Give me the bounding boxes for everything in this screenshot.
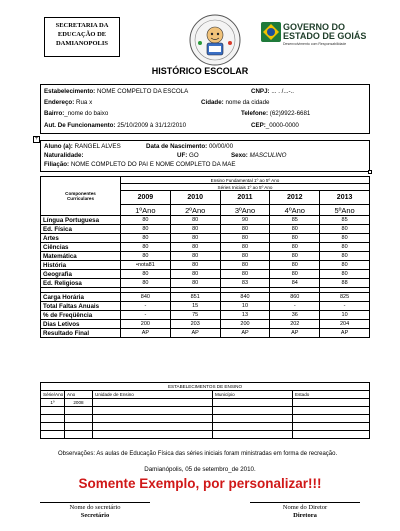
subject-row-value: 80	[220, 261, 270, 270]
col-ano: Ano	[65, 391, 93, 399]
gov-line-1: GOVERNO DO	[283, 22, 346, 32]
table-row	[41, 415, 370, 423]
page-title: HISTÓRICO ESCOLAR	[151, 66, 249, 76]
totals-row	[41, 329, 370, 338]
totals-row	[41, 320, 370, 329]
componentes-line-1: Componentes	[65, 191, 96, 196]
series-iniciais-header: Séries Iniciais 1º ao 5º Ano	[121, 184, 370, 191]
subject-row-value: 80	[320, 234, 370, 243]
totals-row-value: 840	[121, 293, 171, 302]
resize-handle-icon[interactable]	[368, 170, 372, 174]
subject-row-value: 80	[121, 234, 171, 243]
end-label: Endereço:	[44, 99, 75, 106]
establishment-box	[40, 84, 370, 134]
componentes-line-2: Curriculares	[66, 196, 95, 201]
est-label: Estabelecimento:	[44, 88, 96, 95]
sec-role: Secretário	[80, 512, 110, 519]
totals-row-value: AP	[170, 329, 220, 338]
totals-row-value: 825	[320, 293, 370, 302]
totals-row-value: AP	[320, 329, 370, 338]
subject-row-value: 80	[170, 261, 220, 270]
cep-value: _0000-0000	[265, 122, 299, 129]
subject-row-value: 83	[220, 279, 270, 288]
subject-row-value: 80	[270, 261, 320, 270]
subject-row-value: 80	[170, 243, 220, 252]
col-municipio: Município	[213, 391, 293, 399]
subject-row-label: Matemática	[43, 252, 77, 260]
subject-row-value: 80	[320, 261, 370, 270]
subject-row-value: 80	[220, 252, 270, 261]
governo-goias-logo	[261, 22, 371, 52]
totals-row-value: 203	[170, 320, 220, 329]
year-cell: 2013	[320, 191, 370, 205]
dir-name: Nome do Diretor	[282, 504, 328, 511]
secretary-signature	[40, 502, 150, 520]
totals-row	[41, 311, 370, 320]
cidade-value: nome da cidade	[225, 99, 270, 106]
subject-row-value: 80	[170, 279, 220, 288]
nasc-value: 00/00/00	[208, 143, 234, 150]
totals-row-value: 36	[270, 311, 320, 320]
subject-row	[41, 252, 370, 261]
subject-row	[41, 243, 370, 252]
aluno-label: Aluno (a):	[44, 143, 73, 150]
uf-value: GO	[189, 152, 199, 159]
totals-row-label: Carga Horária	[43, 293, 84, 301]
subject-row-value: 85	[320, 216, 370, 225]
col-unidade: Unidade de Ensino	[93, 391, 213, 399]
totals-row-value: 851	[170, 293, 220, 302]
subject-row-value: 80	[270, 243, 320, 252]
ano-cell: 2ºAno	[170, 205, 220, 216]
col-serie: Série/Ano	[41, 391, 65, 399]
fil-label: Filiação:	[44, 161, 70, 168]
subject-row-value: 88	[320, 279, 370, 288]
expand-handle-icon[interactable]: +	[34, 136, 39, 142]
totals-row-value: 75	[170, 311, 220, 320]
subject-row-label: Língua Portuguesa	[43, 216, 100, 224]
end-value: Rua x	[76, 99, 93, 106]
ano-cell: 3ºAno	[220, 205, 270, 216]
subject-row-label: Geografia	[43, 270, 72, 278]
history-title: ESTABELECIMENTOS DE ENSINO	[41, 383, 370, 391]
subject-row-value: 80	[220, 234, 270, 243]
subject-row-value: 80	[270, 234, 320, 243]
date-line: Damianópolis, 05 de setembro_de 2010.	[144, 466, 256, 473]
subject-row-value: 80	[320, 243, 370, 252]
bairro-label: Bairro:	[44, 110, 65, 117]
ensino-fundamental-header: Ensino Fundamental 1º ao 5º Ano	[121, 177, 370, 184]
table-row	[41, 399, 370, 407]
totals-row-value: 200	[121, 320, 171, 329]
tel-value: (62)9922-6681	[269, 110, 311, 117]
subject-row	[41, 225, 370, 234]
table-row	[41, 431, 370, 439]
totals-row-value: -	[121, 302, 171, 311]
subject-row	[41, 216, 370, 225]
subject-row-value: 80	[121, 270, 171, 279]
totals-row-value: 202	[270, 320, 320, 329]
goias-flag-icon	[261, 22, 281, 42]
aluno-value: RANGEL ALVES	[74, 143, 121, 150]
year-cell: 2009	[121, 191, 171, 205]
totals-row-value: 860	[270, 293, 320, 302]
subject-row-value: 80	[121, 279, 171, 288]
sexo-label: Sexo:	[231, 152, 248, 159]
table-row	[41, 407, 370, 415]
subject-row-value: 80	[320, 252, 370, 261]
totals-row-value: AP	[121, 329, 171, 338]
subject-row-value: 80	[121, 225, 171, 234]
aut-value: 25/10/2009 à 31/12/2010	[117, 122, 187, 129]
history-serie-cell: 1º	[41, 399, 65, 407]
cnpj-value: ... . /...-..	[271, 88, 295, 95]
year-cell: 2011	[220, 191, 270, 205]
sexo-value: MASCULINO	[249, 152, 287, 159]
subject-row-value: 90	[220, 216, 270, 225]
subject-row-value: 85	[270, 216, 320, 225]
gov-tagline: Desenvolvimento com Responsabilidade	[283, 42, 347, 46]
ano-cell: 4ºAno	[270, 205, 320, 216]
cep-label: CEP:	[251, 122, 266, 129]
secretaria-line-3: DAMIANOPOLIS	[55, 40, 108, 47]
totals-row-value: AP	[270, 329, 320, 338]
secretaria-box	[44, 17, 120, 57]
history-ano-cell: 2008	[65, 399, 93, 407]
totals-row-value: 200	[220, 320, 270, 329]
subject-row-value: 80	[220, 243, 270, 252]
totals-row-value: 10	[320, 311, 370, 320]
ano-cell: 1ºAno	[121, 205, 171, 216]
gov-line-2: ESTADO DE GOIÁS	[283, 31, 367, 41]
subject-row-label: Ciências	[43, 243, 69, 251]
cidade-label: Cidade:	[201, 99, 224, 106]
componentes-header	[41, 177, 121, 216]
sample-notice: Somente Exemplo, por personalizar!!!	[78, 476, 322, 491]
subject-row	[41, 279, 370, 288]
subject-row-value: 80	[121, 252, 171, 261]
subject-row	[41, 270, 370, 279]
dir-role: Diretora	[293, 512, 317, 519]
col-estado: Estado	[293, 391, 370, 399]
ano-cell: 5ºAno	[320, 205, 370, 216]
subject-row-label: Ed. Física	[43, 225, 72, 233]
year-cell: 2012	[270, 191, 320, 205]
director-signature	[250, 502, 360, 520]
subject-row-label: História	[43, 261, 67, 269]
subject-row	[41, 234, 370, 243]
subject-row-value: 80	[121, 243, 171, 252]
tel-label: Telefone:	[241, 110, 269, 117]
school-emblem-icon	[188, 13, 242, 67]
subject-row-value: 80	[270, 225, 320, 234]
subject-row-value: 80	[170, 252, 220, 261]
year-cell: 2010	[170, 191, 220, 205]
totals-row-value: 840	[220, 293, 270, 302]
nat-label: Naturalidade:	[44, 152, 84, 159]
subject-row-value: 80	[320, 270, 370, 279]
totals-row-value: AP	[220, 329, 270, 338]
subject-row-value: •nota81	[121, 261, 171, 270]
subject-row-value: 80	[270, 270, 320, 279]
table-row	[41, 423, 370, 431]
totals-row-label: % de Freqüência	[43, 311, 93, 319]
grades-table	[40, 176, 370, 338]
subject-row-value: 80	[170, 234, 220, 243]
student-box	[40, 140, 370, 172]
fil-value: NOME COMPLETO DO PAI E NOME COMPLETO DA MAE	[70, 161, 236, 168]
totals-row	[41, 293, 370, 302]
subject-row-value: 84	[270, 279, 320, 288]
totals-row-value: -	[121, 311, 171, 320]
uf-label: UF:	[177, 152, 188, 159]
subject-row-value: 80	[121, 216, 171, 225]
totals-row-value: -	[320, 302, 370, 311]
secretaria-line-2: EDUCAÇÃO DE	[57, 31, 107, 38]
subject-row-label: Ed. Religiosa	[43, 279, 82, 287]
totals-row-value: 15	[170, 302, 220, 311]
secretaria-line-1: SECRETARIA DA	[55, 22, 109, 29]
totals-row-value: 13	[220, 311, 270, 320]
totals-row-label: Dias Letivos	[43, 320, 80, 328]
signature-line	[250, 502, 360, 503]
totals-row-label: Resultado Final	[43, 329, 90, 337]
subject-row-value: 80	[320, 225, 370, 234]
establishment-history-table	[40, 382, 370, 439]
cnpj-label: CNPJ:	[251, 88, 270, 95]
bairro-value: _nome do baixo	[64, 110, 109, 117]
totals-row-value: -	[270, 302, 320, 311]
totals-row	[41, 302, 370, 311]
signature-line	[40, 502, 150, 503]
totals-row-value: 204	[320, 320, 370, 329]
subject-row-label: Artes	[43, 234, 59, 242]
observacoes-text: Observações: As aulas de Educação Física das séries iniciais foram ministradas em forma de recreação.	[58, 451, 338, 457]
subject-row-value: 80	[220, 225, 270, 234]
sec-name: Nome do secretário	[69, 504, 121, 511]
subject-row-value: 80	[170, 270, 220, 279]
totals-row-value: 10	[220, 302, 270, 311]
aut-label: Aut. De Funcionamento:	[44, 122, 116, 129]
subject-row-value: 80	[170, 216, 220, 225]
subject-row	[41, 261, 370, 270]
nasc-label: Data de Nascimento:	[146, 143, 208, 150]
totals-row-label: Total Faltas Anuais	[43, 302, 100, 310]
subject-row-value: 80	[170, 225, 220, 234]
est-value: NOME COMPELTO DA ESCOLA	[96, 88, 189, 95]
subject-row-value: 80	[270, 252, 320, 261]
subject-row-value: 80	[220, 270, 270, 279]
